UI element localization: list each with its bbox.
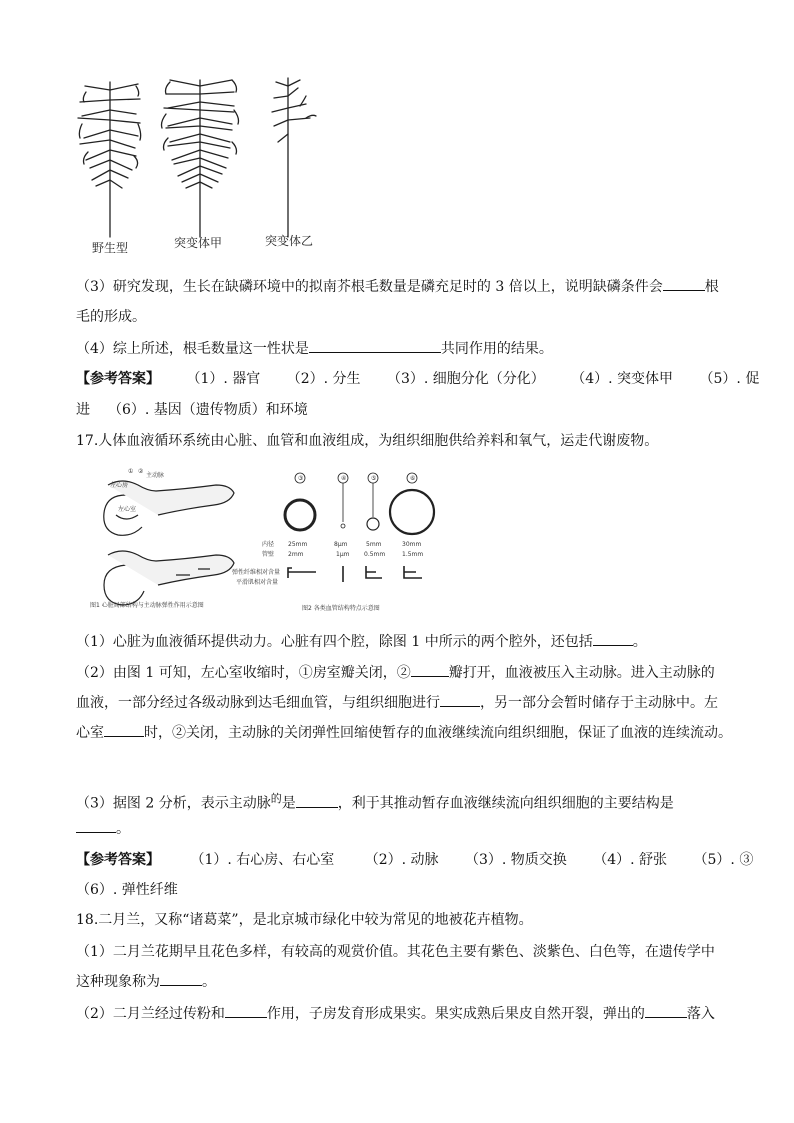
q18-p1-text: （1）二月兰花期早且花色多样，有较高的观赏价值。其花色主要有紫色、淡紫色、白色等，在遗传学中 bbox=[76, 944, 715, 960]
q17-p3-blank2[interactable] bbox=[76, 818, 116, 833]
q16-p4-text2: 共同作用的结果。 bbox=[440, 341, 553, 357]
q17-part1 bbox=[76, 631, 647, 652]
q16-answer-line2 bbox=[76, 400, 308, 420]
fig2-inner-4: 8μm bbox=[334, 541, 348, 548]
q17-answer-2: （2）. 动脉 bbox=[364, 852, 439, 868]
label-mutant-a: 突变体甲 bbox=[174, 236, 223, 250]
q17-part3-line1 bbox=[76, 789, 674, 814]
q18-part1-line1 bbox=[76, 942, 715, 962]
q18-p2-text2: 作用，子房发育形成果实。果实成熟后果皮自然开裂，弹出的 bbox=[266, 1006, 645, 1022]
q16-p3-text3: 毛的形成。 bbox=[76, 309, 146, 325]
fig2-inner-5: 5mm bbox=[366, 541, 382, 548]
fig1-aorta-label: 主动脉 bbox=[146, 472, 165, 479]
q17-p3-blank1[interactable] bbox=[296, 793, 338, 808]
q17-answer-label: 【参考答案】 bbox=[76, 852, 160, 868]
q16-answer-1: （1）. 器官 bbox=[186, 371, 261, 387]
q16-p3-blank[interactable] bbox=[663, 276, 705, 291]
label-wild-type: 野生型 bbox=[92, 241, 129, 255]
q16-answer-4: （4）. 突变体甲 bbox=[571, 371, 674, 387]
fig2-caption: 图2 各类血管结构特点示意图 bbox=[302, 605, 380, 612]
q17-answer-line1 bbox=[76, 850, 753, 870]
root-hair-figure bbox=[70, 72, 340, 257]
q18-stem bbox=[76, 910, 533, 930]
fig2-legend-muscle: 平滑肌相对含量 bbox=[236, 579, 279, 586]
q16-answer-2: （2）. 分生 bbox=[286, 371, 361, 387]
q16-part4 bbox=[76, 338, 553, 359]
fig2-wall-4: 1μm bbox=[336, 551, 350, 558]
fig2-wall-5: 0.5mm bbox=[364, 551, 386, 558]
label-mutant-b: 突变体乙 bbox=[265, 234, 314, 248]
q16-p3-text2: 根 bbox=[704, 279, 719, 295]
q17-answer-6: （6）. 弹性纤维 bbox=[76, 882, 178, 898]
q18-p1-text2: 这种现象称为 bbox=[76, 974, 160, 990]
q16-p4-text: （4）综上所述，根毛数量这一性状是 bbox=[76, 341, 309, 357]
q16-answer-line1 bbox=[76, 369, 759, 389]
q17-stem bbox=[76, 431, 658, 451]
fig2-legend-elastic: 弹性纤维相对含量 bbox=[232, 569, 281, 576]
q17-p2-text3: 血液，一部分经过各级动脉到达毛细血管，与组织细胞进行 bbox=[76, 695, 440, 711]
q17-answer-4: （4）. 舒张 bbox=[593, 852, 668, 868]
mutant-a-root bbox=[162, 80, 239, 237]
q18-p2-text: （2）二月兰经过传粉和 bbox=[76, 1006, 225, 1022]
fig2-row-wall: 管壁 bbox=[262, 551, 275, 558]
q17-p1-end: 。 bbox=[632, 634, 647, 650]
q16-part3-line1 bbox=[76, 276, 719, 297]
fig1-caption: 图1 心脏局部结构与主动脉弹性作用示意图 bbox=[90, 602, 204, 609]
q17-p1-text: （1）心脏为血液循环提供动力。心脏有四个腔，除图 1 中所示的两个腔外，还包括 bbox=[76, 634, 593, 650]
fig2-inner-6: 30mm bbox=[402, 541, 422, 548]
q17-p3-sup: 的 bbox=[270, 792, 282, 805]
q17-p3-text2: 是 bbox=[281, 795, 296, 812]
q17-part2-line1 bbox=[76, 662, 715, 683]
q18-part1-line2 bbox=[76, 971, 216, 992]
q16-answer-label: 【参考答案】 bbox=[76, 371, 160, 387]
q17-p2-text2: 瓣打开，血液被压入主动脉。进入主动脉的 bbox=[448, 665, 715, 681]
fig2-num-3: ③ bbox=[298, 475, 304, 482]
q16-answer-6: （6）. 基因（遗传物质）和环境 bbox=[108, 402, 308, 418]
mutant-b-root bbox=[272, 78, 316, 237]
q17-p3-text: （3）据图 2 分析，表示主动脉 bbox=[76, 795, 271, 812]
q17-p1-blank[interactable] bbox=[593, 631, 633, 646]
q17-part3-line2 bbox=[76, 818, 130, 839]
fig2-wall-6: 1.5mm bbox=[402, 551, 424, 558]
q17-part2-line2 bbox=[76, 692, 718, 713]
fig1-la-label: 左心房 bbox=[110, 482, 129, 489]
q17-p2-text: （2）由图 1 可知，左心室收缩时，①房室瓣关闭，② bbox=[76, 665, 411, 681]
q17-p2-text6: 时，②关闭，主动脉的关闭弹性回缩使暂存的血液继续流向组织细胞，保证了血液的连续流动。 bbox=[144, 725, 732, 741]
q18-p1-end: 。 bbox=[202, 974, 216, 990]
q17-answer-3: （3）. 物质交换 bbox=[464, 852, 567, 868]
q18-p1-blank[interactable] bbox=[160, 971, 202, 986]
q16-part3-line2 bbox=[76, 307, 146, 327]
fig2-num-6: ⑥ bbox=[410, 475, 416, 482]
fig2-wall-3: 2mm bbox=[288, 551, 304, 558]
q16-answer-5: （5）. 促 bbox=[699, 371, 760, 387]
q18-p2-blank2[interactable] bbox=[645, 1003, 687, 1018]
q17-answer-line2 bbox=[76, 880, 178, 900]
fig2-inner-3: 25mm bbox=[288, 541, 308, 548]
vessel-figure bbox=[232, 470, 442, 618]
wild-type-root bbox=[78, 82, 141, 237]
q17-p2-blank3[interactable] bbox=[104, 722, 144, 737]
q16-p3-text: （3）研究发现，生长在缺磷环境中的拟南芥根毛数量是磷充足时的 3 倍以上，说明缺磷条件会 bbox=[76, 279, 663, 295]
q17-answer-1: （1）. 右心房、右心室 bbox=[190, 852, 335, 868]
q16-answer-5-cont: 进 bbox=[76, 402, 90, 418]
q17-p3-end: 。 bbox=[116, 821, 130, 837]
fig1-mark-1: ① bbox=[128, 468, 134, 475]
q17-p2-blank1[interactable] bbox=[411, 662, 449, 677]
q17-stem-text: 17.人体血液循环系统由心脏、血管和血液组成，为组织细胞供给养料和氧气，运走代谢废物。 bbox=[76, 433, 659, 449]
q17-p2-blank2[interactable] bbox=[440, 692, 480, 707]
q17-answer-5: （5）. ③ bbox=[693, 852, 754, 868]
q18-p2-text3: 落入 bbox=[686, 1006, 715, 1022]
q18-p2-blank1[interactable] bbox=[225, 1003, 267, 1018]
q16-answer-3: （3）. 细胞分化（分化） bbox=[386, 371, 545, 387]
q17-p2-text5: 心室 bbox=[76, 725, 104, 741]
q18-part2 bbox=[76, 1003, 715, 1024]
fig2-num-4: ④ bbox=[341, 475, 347, 482]
q18-stem-text: 18.二月兰，又称“诸葛菜”，是北京城市绿化中较为常见的地被花卉植物。 bbox=[76, 912, 533, 928]
q17-p2-text4: ，另一部分会暂时储存于主动脉中。左 bbox=[480, 695, 718, 711]
fig1-mark-2: ② bbox=[138, 468, 144, 475]
q17-p3-text3: ，利于其推动暂存血液继续流向组织细胞的主要结构是 bbox=[337, 795, 674, 812]
fig1-lv-label: 左心室 bbox=[118, 506, 137, 513]
q16-p4-blank[interactable] bbox=[309, 338, 441, 353]
fig2-row-inner: 内径 bbox=[262, 541, 275, 548]
q17-part2-line3 bbox=[76, 722, 732, 743]
fig2-num-5: ⑤ bbox=[371, 475, 377, 482]
